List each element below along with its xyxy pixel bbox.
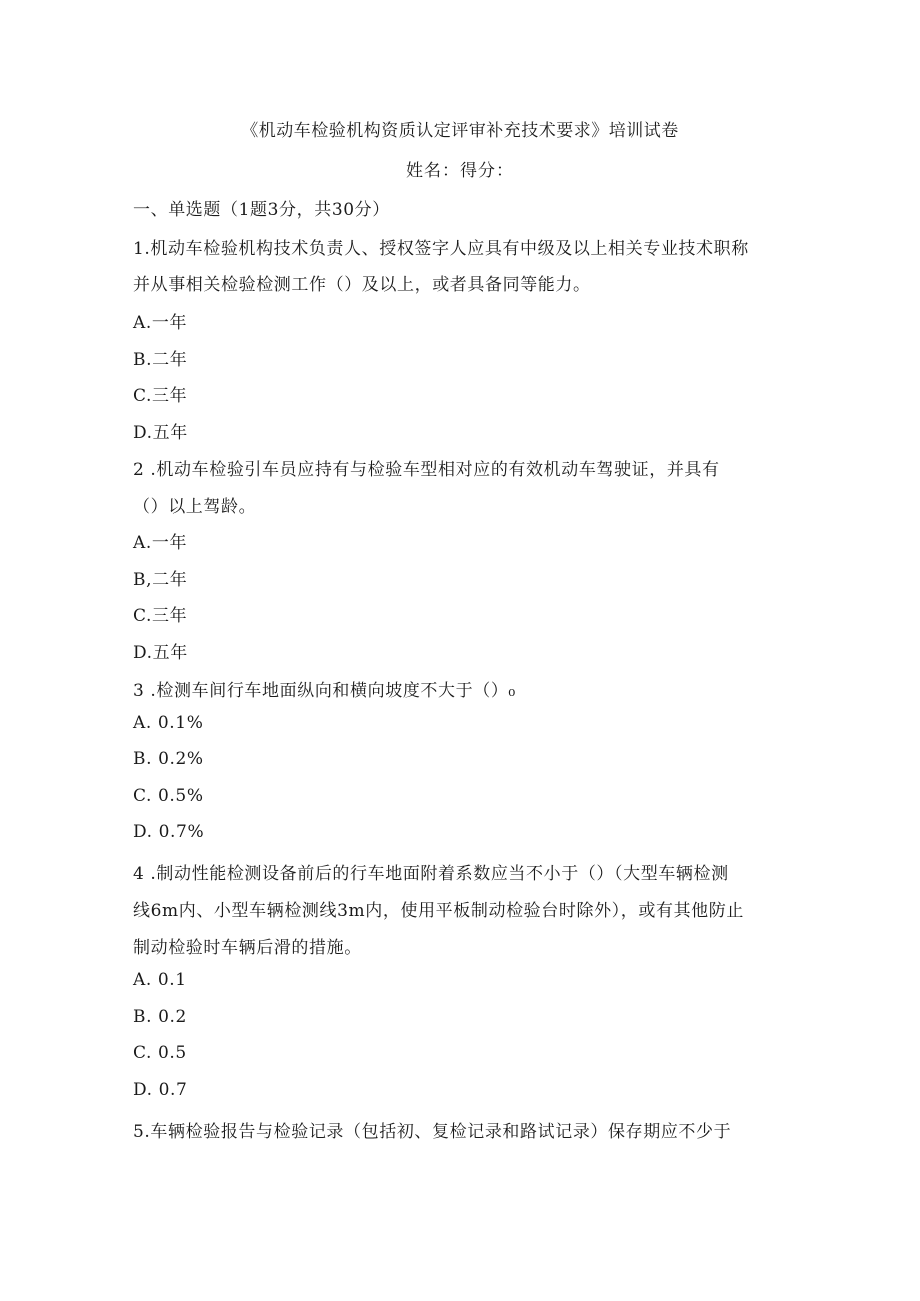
question-2-line-1: 2 .机动车检验引车员应持有与检验车型相对应的有效机动车驾驶证，并具有 <box>133 460 720 480</box>
question-2-option-a: A.一年 <box>133 533 188 553</box>
question-4-option-c: C. 0.5 <box>133 1043 187 1063</box>
question-1-option-b: B.二年 <box>133 350 188 370</box>
question-3-option-b: B. 0.2% <box>133 749 204 769</box>
section-heading: 一、单选题（1题3分，共30分） <box>133 200 390 220</box>
question-4-line-3: 制动检验时车辆后滑的措施。 <box>133 938 362 958</box>
question-3-option-d: D. 0.7% <box>133 822 205 842</box>
question-2-option-c: C.三年 <box>133 606 188 626</box>
question-4-option-a: A. 0.1 <box>133 970 187 990</box>
question-1-option-c: C.三年 <box>133 386 188 406</box>
question-2-line-2: （）以上驾龄。 <box>133 497 257 517</box>
page-title: 《机动车检验机构资质认定评审补充技术要求》培训试卷 <box>241 121 679 141</box>
question-3-option-a: A. 0.1% <box>133 713 204 733</box>
name-score-line: 姓名：得分： <box>406 161 514 181</box>
question-4-line-2: 线6m内、小型车辆检测线3m内，使用平板制动检验台时除外），或有其他防止 <box>133 901 744 921</box>
question-4-option-d: D. 0.7 <box>133 1080 188 1100</box>
question-3-option-c: C. 0.5% <box>133 786 204 806</box>
question-5-line-1: 5.车辆检验报告与检验记录（包括初、复检记录和路试记录）保存期应不少于 <box>133 1122 732 1142</box>
question-1-line-1: 1.机动车检验机构技术负责人、授权签字人应具有中级及以上相关专业技术职称 <box>133 239 749 259</box>
question-1-line-2: 并从事相关检验检测工作（）及以上，或者具备同等能力。 <box>133 275 591 295</box>
question-2-option-b: B,二年 <box>133 570 188 590</box>
question-3-line-1: 3 .检测车间行车地面纵向和横向坡度不大于（）₀ <box>133 681 516 701</box>
question-4-line-1: 4 .制动性能检测设备前后的行车地面附着系数应当不小于（）（大型车辆检测 <box>133 864 729 884</box>
question-2-option-d: D.五年 <box>133 643 188 663</box>
question-4-option-b: B. 0.2 <box>133 1007 187 1027</box>
question-1-option-a: A.一年 <box>133 313 188 333</box>
question-1-option-d: D.五年 <box>133 423 188 443</box>
